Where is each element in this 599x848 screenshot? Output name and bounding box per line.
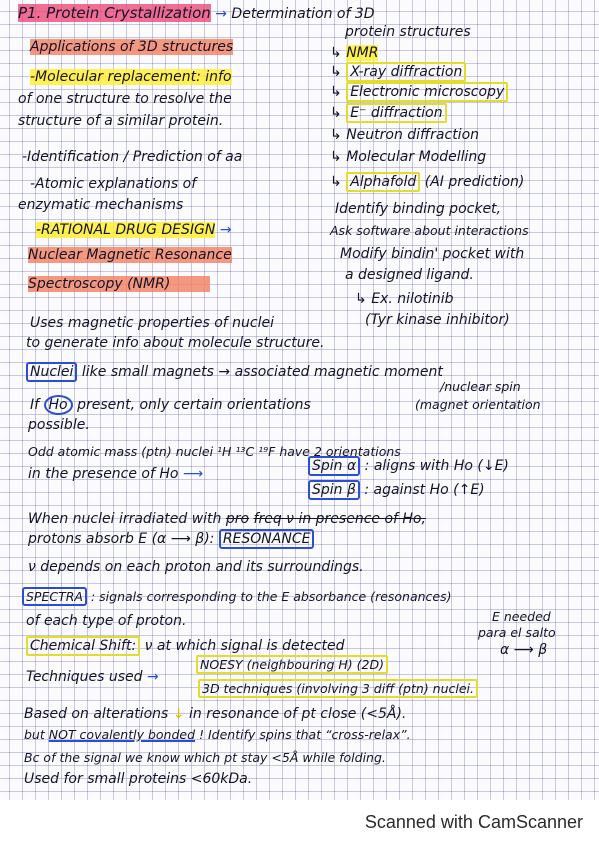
ho-circled: Ho bbox=[44, 395, 73, 415]
depends-line: ν depends on each proton and its surroundings. bbox=[28, 559, 364, 575]
method-item-xray: ↳ X-ray diffraction bbox=[330, 63, 466, 81]
molecular-replacement-2: of one structure to resolve the bbox=[18, 91, 232, 107]
odd-mass-line: Odd atomic mass (ptn) nuclei ¹H ¹³C ¹⁹F have 2 orientations bbox=[28, 444, 401, 459]
ho-line: If Ho present, only certain orientations bbox=[30, 397, 311, 413]
identification-line: -Identification / Prediction of aa bbox=[22, 149, 243, 165]
e-needed-note: E needed bbox=[492, 609, 551, 624]
resonance-boxed: RESONANCE bbox=[219, 529, 315, 549]
presence-line: in the presence of Ho ⟶ bbox=[28, 466, 204, 482]
rdd-line-1: Identify binding pocket, bbox=[335, 201, 501, 217]
nuclear-spin-note: /nuclear spin bbox=[440, 379, 521, 394]
atomic-line-1: -Atomic explanations of bbox=[30, 176, 197, 192]
irradiated-line: When nuclei irradiated with pro freq ν in presence of Ho, bbox=[28, 511, 426, 527]
arrow-icon: ↳ bbox=[330, 105, 342, 121]
rdd-line-5: ↳ Ex. nilotinib bbox=[355, 291, 454, 307]
magnet-orientation-note: (magnet orientation bbox=[415, 397, 541, 412]
nuclei-boxed: Nuclei bbox=[26, 362, 77, 382]
arrow-icon: ↳ bbox=[330, 45, 342, 61]
uses-line-2: to generate info about molecule structure. bbox=[26, 335, 325, 351]
method-item-alphafold: ↳ Alphafold (AI prediction) bbox=[330, 174, 525, 190]
molecular-replacement-1: -Molecular replacement: info bbox=[30, 69, 232, 85]
method-item-e-diffraction: ↳ E⁻ diffraction bbox=[330, 104, 447, 122]
atomic-line-2: enzymatic mechanisms bbox=[18, 197, 184, 213]
applications-heading: Applications of 3D structures bbox=[30, 39, 234, 55]
determination-text: Determination of 3D bbox=[231, 6, 375, 22]
techniques-line: Techniques used → bbox=[26, 669, 159, 685]
rdd-line-4: a designed ligand. bbox=[345, 267, 474, 283]
arrow-icon: ⟶ bbox=[182, 466, 204, 482]
covalent-line: but NOT covalently bonded ! Identify spins that “cross-relax”. bbox=[24, 727, 411, 742]
method-item-modelling: ↳ Molecular Modelling bbox=[330, 149, 487, 165]
uses-line-1: Uses magnetic properties of nuclei bbox=[30, 315, 274, 331]
possible-line: possible. bbox=[28, 417, 90, 433]
nuclei-line: Nuclei like small magnets → associated magnetic moment bbox=[26, 363, 443, 381]
arrow-icon: → bbox=[219, 222, 232, 238]
arrow-icon: → bbox=[218, 364, 231, 380]
arrow-down-icon: ↓ bbox=[172, 706, 185, 722]
small-proteins-line: Used for small proteins <60kDa. bbox=[24, 771, 253, 787]
spectra-line-2: of each type of proton. bbox=[26, 613, 187, 629]
arrow-icon: → bbox=[215, 6, 227, 22]
arrow-icon: → bbox=[147, 669, 159, 685]
para-salto-note: para el salto bbox=[478, 625, 556, 640]
absorb-line: protons absorb E (α ⟶ β): RESONANCE bbox=[28, 530, 314, 548]
rdd-line-2: Ask software about interactions bbox=[330, 223, 529, 238]
method-item-nmr: ↳ NMR bbox=[330, 45, 379, 61]
nmr-title-2: Spectroscopy (NMR) bbox=[28, 275, 210, 293]
rdd-line-3: Modify bindin' pocket with bbox=[340, 246, 525, 262]
title-line bbox=[18, 4, 375, 23]
spin-beta-line: Spin β : against Ho (↑E) bbox=[308, 481, 485, 499]
spin-alpha-line: Spin α : aligns with Ho (↓E) bbox=[308, 457, 509, 475]
arrow-icon: ↳ bbox=[355, 291, 367, 307]
scanner-watermark: Scanned with CamScanner bbox=[364, 812, 583, 832]
alpha-beta-note: α ⟶ β bbox=[500, 642, 548, 658]
determination-text-2: protein structures bbox=[345, 24, 471, 40]
page-title: P1. Protein Crystallization bbox=[18, 4, 211, 22]
arrow-icon: ↳ bbox=[330, 174, 342, 190]
chemical-shift-line: Chemical Shift: ν at which signal is detected bbox=[26, 637, 344, 655]
method-item-neutron: ↳ Neutron diffraction bbox=[330, 127, 480, 143]
rational-drug-design-line: -RATIONAL DRUG DESIGN → bbox=[36, 222, 232, 238]
arrow-icon: ↳ bbox=[330, 127, 342, 143]
spectra-line: SPECTRA : signals corresponding to the E absorbance (resonances) bbox=[22, 588, 452, 606]
spectra-boxed: SPECTRA bbox=[22, 587, 87, 606]
molecular-replacement-3: structure of a similar protein. bbox=[18, 113, 224, 129]
arrow-icon: ↳ bbox=[330, 84, 342, 100]
based-line: Based on alterations ↓ in resonance of pt close (<5Å). bbox=[24, 706, 407, 722]
folding-line: Bc of the signal we know which pt stay <5Å while folding. bbox=[24, 750, 386, 765]
arrow-icon: ↳ bbox=[330, 149, 342, 165]
arrow-icon: ↳ bbox=[330, 64, 342, 80]
nmr-title-1: Nuclear Magnetic Resonance bbox=[28, 247, 232, 263]
method-item-em: ↳ Electronic microscopy bbox=[330, 83, 508, 101]
rdd-line-6: (Tyr kinase inhibitor) bbox=[365, 312, 510, 328]
three-d-line: 3D techniques (involving 3 diff (ptn) nuclei. bbox=[198, 680, 478, 698]
noesy-line: NOESY (neighbouring H) (2D) bbox=[196, 656, 388, 674]
